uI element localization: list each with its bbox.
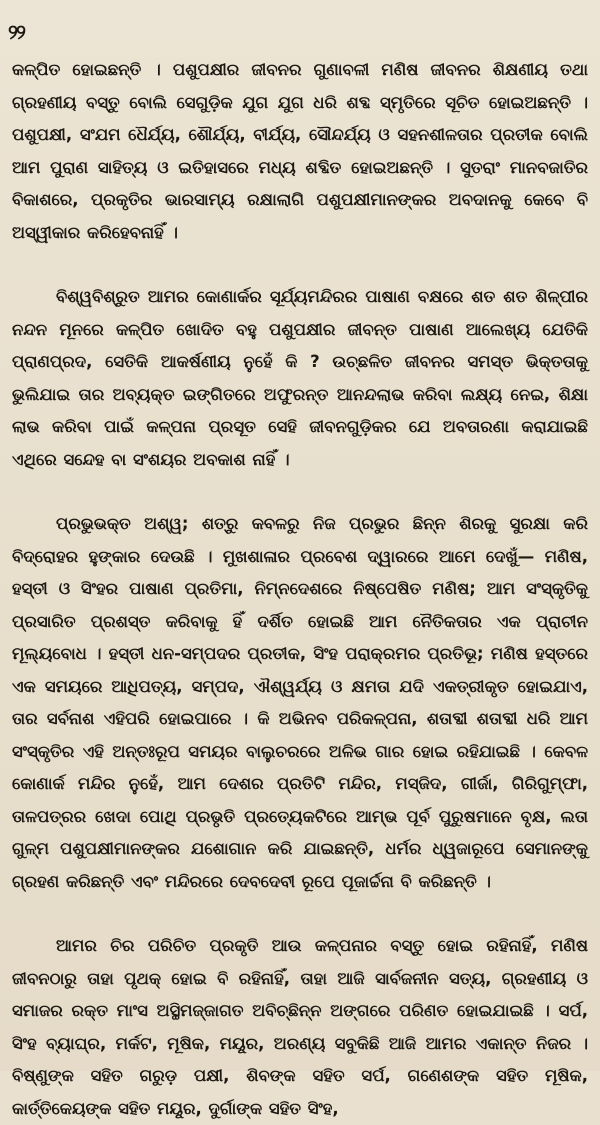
paragraph-4: ଆମର ଚିର ପରିଚିତ ପ୍ରକୃତି ଆଉ କଳ୍ପନାର ବସ୍ତୁ ହୋଇ ରହିନାହିଁ, ମଣିଷ ଜୀବନଠାରୁ ତାହା ପୃଥକ୍ ହୋଇ ବି ରହିନାହିଁ, ତାହା ଆଜି ସାର୍ବଜନୀନ ସତ୍ୟ, ଗ୍ରହଣୀୟ ଓ ସମାଜର ରକ୍ତ ମାଂସ ଅସ୍ଥିମଜ୍ଜାଗତ ଅବିଚ୍ଛିନ୍ନ ଅଙ୍ଗରେ ପରିଣତ ହୋଇଯାଇଛି । ସର୍ପ, ସିଂହ ବ୍ୟାଘ୍ର, ମର୍କଟ, ମୂଷିକ, ମୟୂର, ଅରଣ୍ୟ ସବୁକିଛି ଆଜି ଆମର ଏକାନ୍ତ ନିଜର । ବିଷ୍ଣୁଙ୍କ ସହିତ ଗରୁଡ଼ ପକ୍ଷୀ, ଶିବଙ୍କ ସହିତ ସର୍ପ, ଗଣେଶଙ୍କ ସହିତ ମୂଷିକ, କାର୍ତ୍ତିକେୟଙ୍କ ସହିତ ମୟୂର, ଦୁର୍ଗାଙ୍କ ସହିତ ସିଂହ, [12, 936, 588, 1118]
paragraph-1: କଳ୍ପିତ ହୋଇଛନ୍ତି । ପଶୁପକ୍ଷୀର ଜୀବନର ଗୁଣାବଳୀ ମଣିଷ ଜୀବନର ଶିକ୍ଷଣୀୟ ତଥା ଗ୍ରହଣୀୟ ବସ୍ତୁ ବୋଲି ସେଗୁଡ଼ିକ ଯୁଗ ଯୁଗ ଧରି ଶବ୍ଦ ସ୍ମୃତିରେ ସୂଚିତ ହୋଇଅଛନ୍ତି । ପଶୁପକ୍ଷୀ, ସଂଯମ ଧୈର୍ଯ୍ୟ, ଶୌର୍ଯ୍ୟ, ବୀର୍ଯ୍ୟ, ସୌନ୍ଦର୍ଯ୍ୟ ଓ ସହନଶୀଳତାର ପ୍ରତୀକ ବୋଲି ଆମ ପୁରାଣ ସାହିତ୍ୟ ଓ ଇତିହାସରେ ମଧ୍ୟ ଶବ୍ଦିତ ହୋଇଅଛନ୍ତି । ସୁତରାଂ ମାନବଜାତିର ବିକାଶରେ, ପ୍ରକୃତିର ଭାରସାମ୍ୟ ରକ୍ଷାଲାଗି ପଶୁପକ୍ଷୀମାନଙ୍କର ଅବଦାନକୁ କେବେ ବି ଅସ୍ୱୀକାର କରିହେବନାହିଁ । [12, 60, 588, 242]
paragraph-3: ପ୍ରଭୁଭକ୍ତ ଅଶ୍ୱ; ଶତ୍ରୁ କବଳରୁ ନିଜ ପ୍ରଭୁର ଛିନ୍ନ ଶିରକୁ ସୁରକ୍ଷା କରି ବିଦ୍ରୋହର ହୁଙ୍କାର ଦେଉଛି । ମୁଖଶାଳାର ପ୍ରବେଶ ଦ୍ୱାରରେ ଆମେ ଦେଖୁଁ— ମଣିଷ, ହସ୍ତୀ ଓ ସିଂହର ପାଷାଣ ପ୍ରତିମା, ନିମ୍ନଦେଶରେ ନିଷ୍ପେଷିତ ମଣିଷ; ଆମ ସଂସ୍କୃତିକୁ ପ୍ରସାରିତ ପ୍ରଶସ୍ତ କରିବାକୁ ହିଁ ଦର୍ଶିତ ହୋଇଛି ଆମ ନୈତିକତାର ଏକ ପ୍ରାଚୀନ ମୂଲ୍ୟବୋଧ । ହସ୍ତୀ ଧନ-ସମ୍ପଦର ପ୍ରତୀକ, ସିଂହ ପରାକ୍ରମର ପ୍ରତିଭୂ; ମଣିଷ ହସ୍ତରେ ଏକ ସମୟରେ ଆଧିପତ୍ୟ, ସମ୍ପଦ, ଐଶ୍ୱର୍ଯ୍ୟ ଓ କ୍ଷମତା ଯଦି ଏକତ୍ରୀକୃତ ହୋଇଯାଏ, ତାର ସର୍ବନାଶ ଏହିପରି ହୋଇପାରେ । କି ଅଭିନବ ପରିକଳ୍ପନା, ଶତାବ୍ଦୀ ଶତାବ୍ଦୀ ଧରି ଆମ ସଂସ୍କୃତିର ଏହି ଅନ୍ତଃରୂପ ସମୟର ବାଲୁଚରରେ ଅଳିଭ ଗାର ହୋଇ ରହିଯାଇଛି । କେବଳ କୋଣାର୍କ ମନ୍ଦିର ନୁହେଁ, ଆମ ଦେଶର ପ୍ରତିଟି ମନ୍ଦିର, ମସ୍‌ଜିଦ, ଗୀର୍ଜା, ଗିରିଗୁମ୍ଫା, ତାଳପତ୍ରର ଖେଦା ପୋଥି ପ୍ରଭୃତି ପ୍ରତ୍ୟେକଟିରେ ଆମ୍ଭ ପୂର୍ବ ପୁରୁଷମାନେ ବୃକ୍ଷ, ଲତା ଗୁଳ୍ମ ପଶୁପକ୍ଷୀମାନଙ୍କର ଯଶୋଗାନ କରି ଯାଇଛନ୍ତି, ଧର୍ମର ଧ୍ୱଜାରୂପେ ସେମାନଙ୍କୁ ଗ୍ରହଣ କରିଛନ୍ତି ଏବଂ ମନ୍ଦିରରେ ଦେବଦେବୀ ରୂପେ ପୂଜାର୍ଚ୍ଚନା ବି କରିଛନ୍ତି । [12, 514, 588, 891]
body-text [12, 54, 588, 1125]
page-number: ୨୨ [8, 20, 24, 44]
paragraph-2: ବିଶ୍ୱବିଶ୍ରୁତ ଆମର କୋଣାର୍କର ସୂର୍ଯ୍ୟମନ୍ଦିରର ପାଷାଣ ବକ୍ଷରେ ଶତ ଶତ ଶିଳ୍ପୀର ନନ୍ଦନ ମୂନରେ କଳ୍ପିତ ଖୋଦିତ ବହୁ ପଶୁପକ୍ଷୀର ଜୀବନ୍ତ ପାଷାଣ ଆଲେଖ୍ୟ ଯେତିକି ପ୍ରାଣପ୍ରଦ, ସେତିକି ଆକର୍ଷଣୀୟ ନୁହେଁ କି ? ଉଚ୍ଛଳିତ ଜୀବନର ସମସ୍ତ ଭିକ୍ତତାକୁ ଭୁଲିଯାଇ ତାର ଅବ୍ୟକ୍ତ ଇଙ୍ଗିତରେ ଅଫୁରନ୍ତ ଆନନ୍ଦଲାଭ କରିବା ଲକ୍ଷ୍ୟ ନେଇ, ଶିକ୍ଷା ଲାଭ କରିବା ପାଇଁ କଳ୍ପନା ପ୍ରସୂତ ସେହି ଜୀବନଗୁଡ଼ିକର ଯେ ଅବତାରଣା କରାଯାଇଛି ଏଥିରେ ସନ୍ଦେହ ବା ସଂଶୟର ଅବକାଶ ନାହିଁ । [12, 287, 588, 469]
